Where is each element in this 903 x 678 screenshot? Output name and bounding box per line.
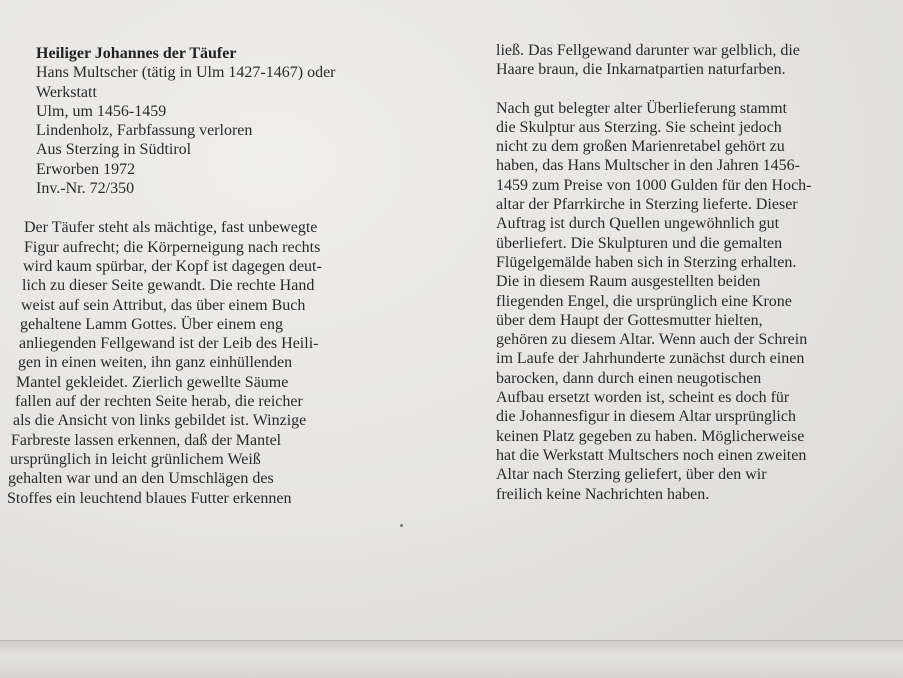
text-line: freilich keine Nachrichten haben. [496,485,710,503]
text-line: lich zu dieser Seite gewandt. Die rechte Hand [22,277,315,295]
left-column [7,44,336,508]
text-line: ließ. Das Fellgewand darunter war gelblich, die [496,42,800,59]
description-continuation [496,41,812,80]
text-line: Der Täufer steht als mächtige, fast unbewegte [24,219,318,237]
text-line: barocken, dann durch einen neugotischen [496,369,762,387]
text-line: 1459 zum Preise von 1000 Gulden für den Hoch- [496,176,812,194]
text-line: Die in diesem Raum ausgestellten beiden [496,273,761,291]
text-line: die Johannesfigur in diesem Altar ursprünglich [496,408,796,426]
text-line: Altar nach Sterzing geliefert, über den wir [496,466,767,484]
text-line: die Skulptur aus Sterzing. Sie scheint jedoch [496,118,782,136]
artwork-title: Heiliger Johannes der Täufer [36,45,237,62]
text-line: haben, das Hans Multscher in den Jahren 1456- [496,157,800,175]
text-line: altar der Pfarrkirche in Sterzing lieferte. Dieser [496,196,798,214]
text-line: nicht zu dem großen Marienretabel gehört zu [496,138,785,156]
text-line: im Laufe der Jahrhunderte zunächst durch einen [496,350,805,368]
artwork-metadata [36,63,336,198]
right-column [496,41,812,504]
metadata-artist: Hans Multscher (tätig in Ulm 1427-1467) oder [36,64,336,82]
text-line: fallen auf der rechten Seite herab, die reicher [15,393,303,411]
text-line: Flügelgemälde haben sich in Sterzing erhalten. [496,253,797,271]
text-line: über dem Haupt der Gottesmutter hielten, [496,311,763,329]
text-line: weist auf sein Attribut, das über einem Buch [21,296,306,314]
text-line: gehaltene Lamm Gottes. Über einem eng [20,315,284,333]
text-line: wird kaum spürbar, der Kopf ist dagegen deut- [23,257,322,275]
description-paragraph-left [7,218,336,507]
text-line: gehören zu diesem Altar. Wenn auch der Schrein [496,331,808,349]
text-line: fliegenden Engel, die ursprünglich eine Krone [496,292,792,310]
metadata-provenance: Aus Sterzing in Südtirol [36,141,192,159]
text-line: Stoffes ein leuchtend blaues Futter erkennen [7,489,292,507]
text-line: überliefert. Die Skulpturen und die gemalten [496,234,783,252]
text-line: Farbreste lassen erkennen, daß der Mantel [11,431,282,449]
metadata-place-date: Ulm, um 1456-1459 [36,102,167,120]
metadata-artist-cont: Werkstatt [36,83,97,101]
text-line: ursprünglich in leicht grünlichem Weiß [10,450,261,468]
dust-speck [400,524,403,527]
text-line: Auftrag ist durch Quellen ungewöhnlich gut [496,215,780,233]
metadata-material: Lindenholz, Farbfassung verloren [36,122,253,140]
text-line: Aufbau ersetzt worden ist, scheint es doch für [496,389,790,407]
text-line: Figur aufrecht; die Körperneigung nach rechts [24,238,321,256]
metadata-inventory: Inv.-Nr. 72/350 [36,180,135,198]
text-line: Mantel gekleidet. Zierlich gewellte Säume [16,373,289,391]
text-line: keinen Platz gegeben zu haben. Möglicherweise [496,427,805,445]
text-line: gehalten war und an den Umschlägen des [8,470,274,488]
panel-bottom-edge [0,640,903,678]
text-line: anliegenden Fellgewand ist der Leib des Heili- [19,335,319,353]
text-line: gen in einen weiten, ihn ganz einhüllenden [18,354,293,372]
provenance-paragraph [496,99,812,504]
text-line: Nach gut belegter alter Überlieferung stammt [496,99,787,117]
text-line: Haare braun, die Inkarnatpartien naturfarben. [496,61,786,79]
metadata-acquired: Erworben 1972 [36,160,136,178]
text-line: als die Ansicht von links gebildet ist. Winzige [13,412,307,430]
text-line: hat die Werkstatt Multschers noch einen zweiten [496,446,807,464]
